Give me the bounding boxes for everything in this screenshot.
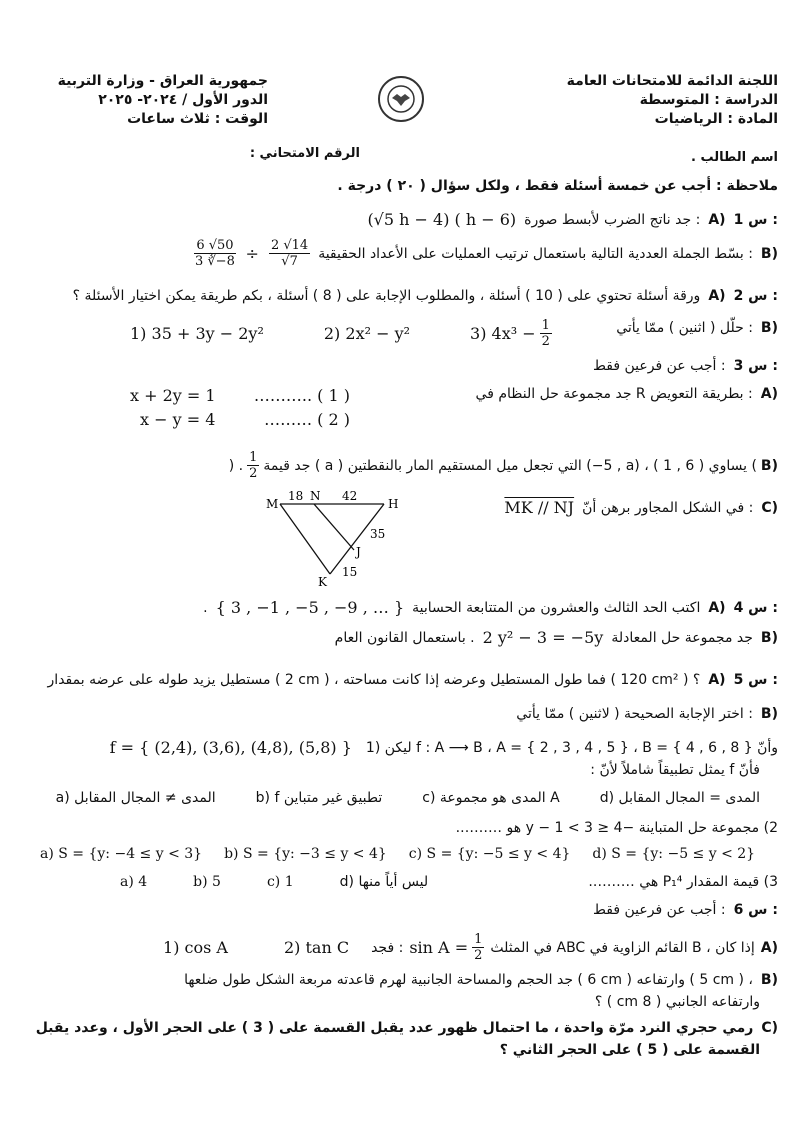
q3-b-fraction (247, 450, 259, 481)
point-m: M (266, 497, 279, 511)
q6-header (593, 902, 778, 918)
exam-time: الوقت : ثلاث ساعات (127, 111, 268, 127)
q1-b-label: B) (760, 245, 778, 262)
q5-i1-text: 1) ليكن f : A ⟶ B ، A = { 2 , 3 , 4 , 5 } ، B = { 4 , 6 , 8 } وأنّ (365, 739, 778, 756)
q2-a-label: A) (708, 288, 726, 304)
q6-a-math-text: sin A = (409, 938, 469, 957)
q6-a-math (409, 932, 484, 963)
header-right (478, 72, 778, 129)
q1-b-frac1-den: 3 ∛−8 (195, 254, 235, 269)
q3-triangle-figure (258, 488, 418, 588)
q3-eq-2: x − y = 4 (140, 410, 216, 429)
q2-a-text: ورقة أسئلة تحتوي على ( 10 ) أسئلة ، والمطلوب الإجابة على ( 8 ) أسئلة ، بكم طريقة يمكن اختيار الأسئلة ؟ (72, 288, 701, 304)
q5-i2-text: 2) مجموعة حل المتباينة −4 ≤ y − 1 < 3 هو ………. (455, 820, 778, 836)
header-left (28, 72, 268, 129)
q6-a-den: 2 (474, 948, 483, 963)
q3-b-num: 1 (249, 450, 258, 465)
q1-part-b (194, 238, 778, 269)
q4-a-math: { 3 , −1 , −5 , −9 , … } (215, 598, 405, 617)
q3-c-label: C) (761, 499, 778, 516)
q5-i1-math: f = { (2,4), (3,6), (4,8), (5,8) } (109, 738, 352, 757)
q3-a-system (130, 384, 350, 432)
q2-item-3-fraction (540, 318, 552, 349)
q3-c-math: MK // NJ (504, 498, 575, 517)
q3-b-label: B) (760, 457, 778, 474)
q6-a-fraction (472, 932, 484, 963)
q6-a-item-1: 1) cos A (163, 938, 228, 957)
q3-instruction: أجب عن فرعين فقط : (593, 358, 726, 374)
student-name: اسم الطالب . (691, 150, 778, 165)
q5-label: س 5 : (733, 672, 778, 688)
q1-b-frac2-num: 2 √14 (270, 238, 309, 253)
q6-instruction: أجب عن فرعين فقط : (593, 902, 726, 918)
q5-i3-option-a: a) 4 (120, 874, 148, 890)
q3-b-den: 2 (249, 466, 258, 481)
q2-item-2: 2) 2x² − y² (323, 324, 411, 343)
q3-part-b (229, 450, 778, 481)
q6-label: س 6 : (733, 902, 778, 918)
q5-i2-option-d: d) S = {y: −5 ≤ y < 2} (592, 846, 756, 862)
q3-eq-1: x + 2y = 1 (130, 386, 216, 405)
q4-a-text: اكتب الحد الثالث والعشرون من المتتابعة الحسابية (412, 599, 701, 616)
q1-b-div: ÷ (245, 244, 259, 263)
q6-c-text: رمي حجري النرد مرّة واحدة ، ما احتمال ظهور عدد يقبل القسمة على ( 3 ) على الحجر الأول ، وعدد يقبل (35, 1020, 754, 1036)
q3-part-a (476, 386, 778, 402)
q4-part-b (335, 628, 778, 647)
q2-b-label: B) (760, 320, 778, 336)
point-k: K (318, 575, 327, 588)
q6-c-label: C) (761, 1020, 778, 1036)
q6-part-b (184, 972, 778, 988)
q6-a-find: فجد : (371, 939, 404, 956)
q6-b-label: B) (760, 972, 778, 988)
q3-eq-1-number: ……….. ( 1 ) (253, 386, 350, 405)
q2-part-b (616, 320, 778, 336)
q5-i1-option-a: a) المدى ≠ المجال المقابل (55, 790, 216, 806)
study-level: الدراسة : المتوسطة (639, 92, 778, 108)
exam-note: ملاحظة : أجب عن خمسة أسئلة فقط ، ولكل سؤال ( ٢٠ ) درجة . (337, 178, 778, 194)
q2-b-items (130, 318, 552, 349)
q4-b-math: 2 y² − 3 = −5y (482, 628, 604, 647)
q1-a-math: (√5 h − 4) ( h − 6) (367, 210, 517, 229)
point-n: N (310, 489, 321, 503)
label-hj: 35 (370, 527, 386, 541)
exam-number: الرقم الامتحاني : (249, 146, 360, 161)
q3-eq-2-row (130, 408, 350, 432)
q3-part-c (504, 498, 778, 517)
eagle-icon (386, 84, 416, 114)
q6-a-item-2: 2) tan C (283, 938, 350, 957)
q6-a-num: 1 (474, 932, 483, 947)
q5-i1-option-c: c) المدى هو مجموعة A (422, 790, 560, 806)
q5-a-label: A) (708, 672, 726, 688)
q1-b-frac1-num: 6 √50 (196, 238, 234, 253)
q1-a-text: جد ناتج الضرب لأبسط صورة : (524, 211, 701, 228)
q5-i1-text-2: فأنّ f يمثل تطبيقاً شاملاً لأنّ : (590, 762, 760, 778)
q4-b-end: باستعمال القانون العام . (334, 629, 475, 646)
q5-i1-options (56, 790, 760, 806)
q5-i2-options (40, 846, 755, 862)
q6-b-text-2: وارتفاعه الجانبي ( 8 cm ) ؟ (594, 994, 760, 1010)
q3-a-text: جد مجموعة حل النظام في R بطريقة التعويض : (475, 386, 753, 402)
q1-b-text: بسّط الجملة العددية التالية باستعمال ترتيب العمليات على الأعداد الحقيقية : (318, 245, 753, 262)
q2-b-text: حلّل ( اثنين ) ممّا يأتي : (616, 320, 753, 336)
q6-a-text: في المثلث ABC القائم الزاوية في B ، إذا كان (490, 939, 755, 956)
q5-i3-option-b: b) 5 (193, 874, 221, 890)
point-j: J (356, 545, 361, 559)
committee-name: اللجنة الدائمة للامتحانات العامة (566, 73, 778, 89)
q1-b-fraction-1 (194, 238, 235, 269)
q2-item-3 (470, 318, 552, 349)
q3-b-end: ) . (228, 457, 244, 474)
point-h: H (388, 497, 399, 511)
q1-b-frac2-den: √7 (281, 254, 298, 269)
q5-a-text: مستطيل يزيد طوله على عرضه بمقدار ( 2 cm ) ، فما طول المستطيل وعرضه إذا كانت مساحته ( 120 cm² ) ؟ (47, 672, 701, 688)
q5-i2-option-a: a) S = {y: −4 ≤ y < 3} (40, 846, 203, 862)
q2-item-3-num: 1 (541, 318, 550, 333)
q2-item-3-text: 3) 4x³ − (470, 324, 536, 343)
iraq-emblem-icon (378, 76, 424, 122)
segment-nj (314, 504, 354, 550)
q3-label: س 3 : (733, 358, 778, 374)
q2-item-3-den: 2 (541, 334, 550, 349)
q5-i3-text: 3) قيمة المقدار P₁⁴ هي ………. (588, 874, 778, 890)
q2-label: س 2 : (733, 288, 778, 304)
q6-part-a (163, 932, 778, 963)
label-mn: 18 (288, 489, 304, 503)
subject: المادة : الرياضيات (654, 111, 778, 127)
q5-part-b (516, 706, 778, 722)
q3-b-text: جد قيمة ( a ) التي تجعل ميل المستقيم المار بالنقطتين (−5 , a) ، ( 1 , 6 ) يساوي ( (263, 457, 757, 474)
q4-label: س 4 : (733, 599, 778, 616)
q5-i3-option-d: d) ليس أياً منها (339, 874, 429, 890)
q5-b-text: اختر الإجابة الصحيحة ( لاثنين ) ممّا يأتي : (516, 706, 753, 722)
q5-i1-option-d: d) المدى = المجال المقابل (599, 790, 760, 806)
q2-part-a (73, 288, 778, 304)
q3-header (593, 358, 778, 374)
label-jk: 15 (342, 565, 358, 579)
label-nh: 42 (342, 489, 358, 503)
q5-i3-option-c: c) 1 (266, 874, 294, 890)
q5-b-label: B) (760, 706, 778, 722)
q5-i2-option-b: b) S = {y: −3 ≤ y < 4} (224, 846, 387, 862)
q5-i3-options (120, 874, 428, 890)
q1-b-expression (194, 238, 310, 269)
q2-item-1: 1) 35 + 3y − 2y² (130, 324, 264, 343)
q3-eq-2-number: ……… ( 2 ) (264, 410, 350, 429)
q3-eq-1-row (130, 384, 350, 408)
q4-b-label: B) (760, 629, 778, 646)
q6-c-text-2: القسمة على ( 5 ) على الحجر الثاني ؟ (499, 1042, 760, 1058)
q1-b-fraction-2 (269, 238, 310, 269)
q3-a-label: A) (760, 386, 778, 402)
ministry: جمهورية العراق - وزارة التربية (57, 73, 268, 89)
q5-item-1 (110, 738, 778, 757)
q4-part-a (203, 598, 778, 617)
q1-part-a (367, 210, 778, 229)
q1-a-label: A) (708, 211, 726, 228)
q4-b-text: جد مجموعة حل المعادلة (611, 629, 753, 646)
q1-label: س 1 : (733, 211, 778, 228)
q6-a-label: A) (760, 939, 778, 956)
exam-round: الدور الأول / ٢٠٢٤- ٢٠٢٥ (98, 92, 268, 108)
q5-i2-option-c: c) S = {y: −5 ≤ y < 4} (408, 846, 571, 862)
q4-a-end: . (203, 599, 208, 616)
q5-part-a (48, 672, 778, 688)
q5-i1-option-b: b) f تطبيق غير متباين (255, 790, 383, 806)
q3-c-text: في الشكل المجاور برهن أنّ : (582, 499, 754, 516)
q4-a-label: A) (708, 599, 726, 616)
q6-b-text: جد الحجم والمساحة الجانبية لهرم قاعدته مربعة الشكل طول ضلعها ( 6 cm ) وارتفاعه ( 5 cm ) ، (184, 972, 753, 988)
q6-part-c (36, 1020, 778, 1036)
